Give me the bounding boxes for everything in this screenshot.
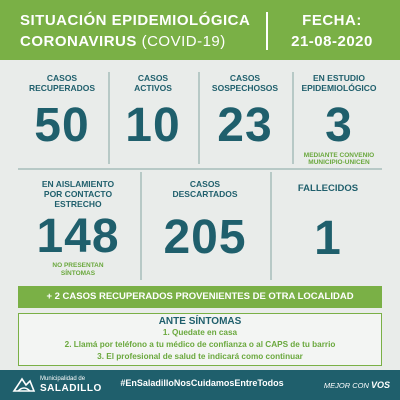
stat-sospechosos <box>200 74 290 150</box>
stat-label: CASOS <box>229 73 261 83</box>
stat-label: EN AISLAMIENTO <box>41 179 115 189</box>
recovered-banner: + 2 CASOS RECUPERADOS PROVENIENTES DE OTRA LOCALIDAD <box>18 286 382 308</box>
title-main: CORONAVIRUS <box>20 33 137 50</box>
tagline-brand: VOS <box>370 380 390 390</box>
stat-fallecidos <box>272 184 384 263</box>
date-value: 21-08-2020 <box>291 33 373 50</box>
stat-label: ACTIVOS <box>134 82 172 93</box>
symptoms-box <box>18 313 382 366</box>
footer-bar <box>0 370 400 400</box>
municipality-label: Municipalidad de <box>40 376 86 382</box>
stat-label: CASOS <box>189 179 221 189</box>
symptoms-title: ANTE SÍNTOMAS <box>158 316 242 327</box>
stat-label: EN ESTUDIO <box>313 73 365 83</box>
tagline-prefix: MEJOR CON <box>323 381 369 390</box>
stat-value: 3 <box>325 98 353 152</box>
title-line-1: SITUACIÓN EPIDEMIOLÓGICA <box>20 12 251 29</box>
stat-label: SOSPECHOSOS <box>211 82 279 93</box>
stat-label: DESCARTADOS <box>172 188 238 199</box>
stat-activos <box>110 74 196 150</box>
stat-note: SÍNTOMAS <box>60 269 96 277</box>
stat-note: MUNICIPIO-UNICEN <box>308 159 370 166</box>
title-sub: (COVID-19) <box>141 33 226 50</box>
header-bar <box>0 0 400 60</box>
stat-label: RECUPERADOS <box>28 82 96 93</box>
stat-recuperados <box>18 74 106 150</box>
stat-en-estudio <box>294 74 384 166</box>
stat-label: CASOS <box>137 73 169 83</box>
stat-label: EPIDEMIOLÓGICO <box>301 82 377 93</box>
stat-value: 205 <box>163 210 247 264</box>
stat-note: MEDIANTE CONVENIO <box>303 151 375 159</box>
stat-value: 23 <box>217 98 273 152</box>
stat-value: 1 <box>314 211 342 265</box>
stat-aislamiento <box>18 180 138 277</box>
stat-label: FALLECIDOS <box>297 183 359 194</box>
stat-value: 148 <box>36 210 120 264</box>
footer-tagline <box>306 380 390 390</box>
stat-value: 10 <box>125 98 181 152</box>
date-label: FECHA: <box>302 12 362 29</box>
symptoms-step: 2. Llamá por teléfono a tu médico de confianza o al CAPS de tu barrio <box>64 340 336 349</box>
symptoms-step: 3. El profesional de salud te indicará como continuar <box>97 352 303 361</box>
footer-hashtag: #EnSaladilloNosCuidamosEntreTodos <box>120 378 284 388</box>
municipality-logo-icon <box>12 375 36 395</box>
grid-divider <box>18 168 382 170</box>
municipality-name: SALADILLO <box>40 383 102 394</box>
stat-value: 50 <box>34 98 90 152</box>
stat-label: CASOS <box>46 73 78 83</box>
header-divider <box>266 12 268 50</box>
symptoms-step: 1. Quedate en casa <box>162 328 238 337</box>
stat-label: POR CONTACTO <box>43 188 113 199</box>
stat-note: NO PRESENTAN <box>52 262 104 270</box>
title-line-2 <box>20 33 226 50</box>
stat-label: ESTRECHO <box>54 198 102 209</box>
stat-descartados <box>142 180 268 262</box>
